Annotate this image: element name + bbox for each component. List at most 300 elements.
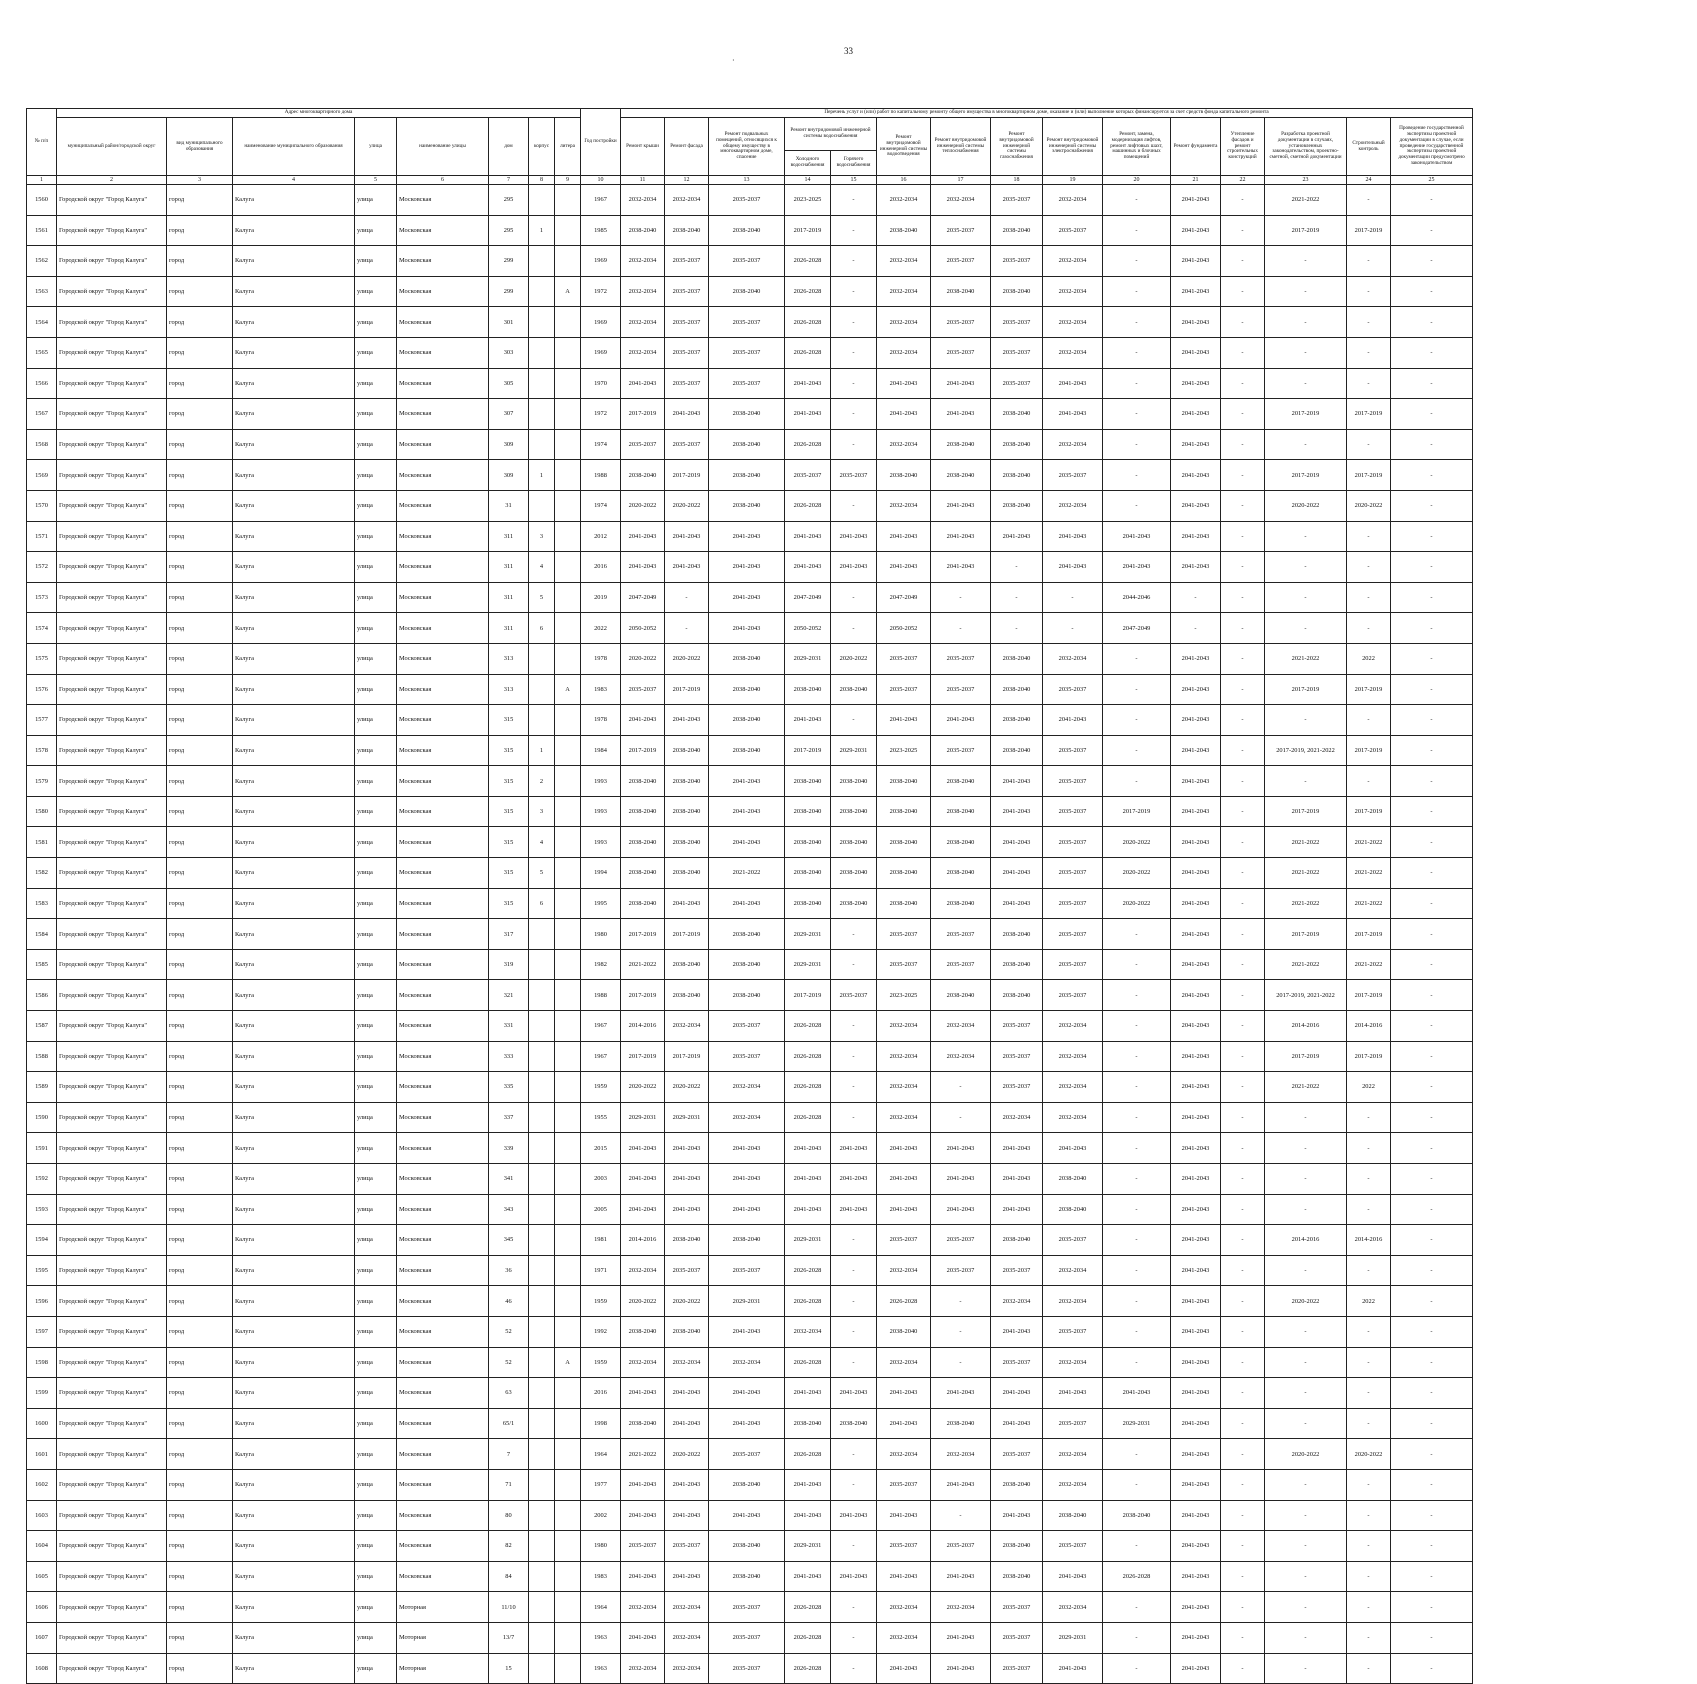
table-cell: Городской округ "Город Калуга" [57,1378,167,1409]
table-cell: - [1221,1439,1265,1470]
table-cell: 1594 [27,1225,57,1256]
table-cell: 2041-2043 [1171,1041,1221,1072]
table-cell: - [1265,1408,1347,1439]
header-num: № п/п [27,109,57,176]
table-cell: Городской округ "Город Калуга" [57,1286,167,1317]
table-cell [555,582,581,613]
table-cell: 2021-2022 [1265,185,1347,216]
table-cell: Московская [397,705,489,736]
header-works: Перечень услуг и (или) работ по капитальному ремонту общего имущества в многоквартирном доме, оказание и (или) выполнение которых финансируется за счет средств фонда капитального ремонта [621,109,1473,118]
table-cell [555,1286,581,1317]
table-cell: 2041-2043 [1171,429,1221,460]
table-cell: улица [355,919,397,950]
table-cell: 2038-2040 [991,490,1043,521]
table-cell: улица [355,1011,397,1042]
table-cell: 1985 [581,215,621,246]
table-cell: 1606 [27,1592,57,1623]
table-cell: город [167,490,233,521]
table-cell: - [1391,1500,1473,1531]
table-cell: 1591 [27,1133,57,1164]
table-cell: 2050-2052 [621,613,665,644]
table-cell: 2038-2040 [621,827,665,858]
table-cell: 71 [489,1469,529,1500]
table-cell: - [1221,276,1265,307]
table-cell: Городской округ "Город Калуга" [57,1653,167,1684]
table-row [27,796,1473,827]
table-cell [555,735,581,766]
table-cell: улица [355,1072,397,1103]
table-cell: 2035-2037 [991,1653,1043,1684]
table-cell: 2041-2043 [931,1378,991,1409]
header-street: улица [355,118,397,176]
table-cell: Московская [397,215,489,246]
table-row [27,1286,1473,1317]
table-cell: 2041-2043 [1171,399,1221,430]
table-cell [529,490,555,521]
table-cell: улица [355,1622,397,1653]
table-cell: Московская [397,1347,489,1378]
table-cell: - [1103,705,1171,736]
table-cell: 2032-2034 [877,429,931,460]
table-cell: 2038-2040 [621,1408,665,1439]
table-cell: город [167,1255,233,1286]
table-cell: - [1103,1194,1171,1225]
header-letter: литера [555,118,581,176]
table-cell: улица [355,1592,397,1623]
table-cell: - [1103,1011,1171,1042]
table-cell: город [167,1316,233,1347]
table-cell: Калуга [233,1164,355,1195]
table-cell: Московская [397,1011,489,1042]
table-cell: улица [355,1255,397,1286]
table-row [27,215,1473,246]
header-house: дом [489,118,529,176]
table-cell: - [1103,1316,1171,1347]
table-cell: - [1347,429,1391,460]
table-cell: 1568 [27,429,57,460]
table-cell: Калуга [233,490,355,521]
table-cell: 2038-2040 [931,276,991,307]
table-cell: город [167,215,233,246]
table-cell: - [831,582,877,613]
table-row [27,521,1473,552]
table-cell: 2032-2034 [1043,1255,1103,1286]
table-cell: 2035-2037 [665,246,709,277]
table-cell: - [1221,1592,1265,1623]
table-cell: Городской округ "Город Калуга" [57,1072,167,1103]
table-cell: - [831,1286,877,1317]
table-cell: 2026-2028 [785,276,831,307]
table-cell: 2035-2037 [709,1439,785,1470]
table-cell: 3 [529,796,555,827]
table-cell: - [1103,1133,1171,1164]
table-cell: Московская [397,1286,489,1317]
table-cell: 1955 [581,1102,621,1133]
table-cell: 2032-2034 [877,185,931,216]
table-cell: 2022 [1347,643,1391,674]
table-cell: 301 [489,307,529,338]
table-cell: 1994 [581,858,621,889]
table-cell: 2041-2043 [931,399,991,430]
page-number: 33 [844,46,853,56]
table-cell: улица [355,1164,397,1195]
table-cell: - [1103,276,1171,307]
table-cell: 2038-2040 [931,1408,991,1439]
table-cell: - [1347,705,1391,736]
table-cell: улица [355,1531,397,1562]
table-cell: Московская [397,276,489,307]
table-cell: 2041-2043 [877,368,931,399]
table-cell: - [1221,1194,1265,1225]
header-sewer: Ремонт внутридомовой инженерной системы водоотведения [877,118,931,176]
table-cell: Городской округ "Город Калуга" [57,399,167,430]
table-cell: - [1391,429,1473,460]
table-cell: 2041-2043 [785,1561,831,1592]
table-cell [555,1041,581,1072]
table-cell: - [931,1286,991,1317]
table-cell: 2017-2019 [1265,460,1347,491]
table-cell: 2038-2040 [831,858,877,889]
table-cell: Московская [397,796,489,827]
table-cell: 1602 [27,1469,57,1500]
table-cell: 2041-2043 [931,368,991,399]
table-cell: 1988 [581,460,621,491]
table-cell: - [1103,1225,1171,1256]
table-row [27,643,1473,674]
table-cell: - [1221,1316,1265,1347]
table-cell: 2041-2043 [1171,276,1221,307]
table-cell: - [1103,1072,1171,1103]
table-cell: 2035-2037 [991,1255,1043,1286]
table-cell: Московская [397,1531,489,1562]
table-cell: 2021-2022 [1265,643,1347,674]
column-number: 1 [27,176,57,185]
table-cell: 2041-2043 [931,552,991,583]
table-cell: - [1391,980,1473,1011]
table-cell: Московская [397,919,489,950]
table-cell: 2041-2043 [665,1164,709,1195]
table-cell: 2035-2037 [991,1622,1043,1653]
table-cell: 2017-2019 [1347,796,1391,827]
table-cell: 2041-2043 [831,1500,877,1531]
table-cell: 1993 [581,766,621,797]
table-cell [529,1469,555,1500]
table-cell: - [1391,552,1473,583]
table-cell: 2038-2040 [785,1408,831,1439]
table-row [27,1133,1473,1164]
table-row [27,1592,1473,1623]
table-cell: - [1265,307,1347,338]
table-cell: 2029-2031 [785,949,831,980]
table-cell: 2041-2043 [665,1378,709,1409]
table-cell: 2032-2034 [785,1316,831,1347]
table-cell: 2041-2043 [621,705,665,736]
table-cell: 2041-2043 [931,521,991,552]
table-cell: 2017-2019 [1347,919,1391,950]
table-cell: 2041-2043 [665,1133,709,1164]
table-cell [529,1286,555,1317]
table-cell: 2041-2043 [665,1469,709,1500]
table-cell: Городской округ "Город Калуга" [57,337,167,368]
table-cell: - [1221,1041,1265,1072]
table-cell: - [1265,1592,1347,1623]
table-cell: улица [355,1194,397,1225]
column-number: 8 [529,176,555,185]
table-cell [529,1592,555,1623]
table-cell: 1566 [27,368,57,399]
table-cell: Калуга [233,705,355,736]
table-cell: 2020-2022 [621,1072,665,1103]
table-cell: 339 [489,1133,529,1164]
table-cell: - [1391,1561,1473,1592]
table-cell: город [167,399,233,430]
table-cell: - [1265,1469,1347,1500]
table-cell: 2041-2043 [665,1194,709,1225]
table-cell: 2035-2037 [931,1531,991,1562]
table-cell: улица [355,827,397,858]
table-cell: 65/1 [489,1408,529,1439]
table-cell: 1969 [581,337,621,368]
table-cell: 1969 [581,307,621,338]
table-cell: 2041-2043 [1103,521,1171,552]
table-cell: 2038-2040 [991,1531,1043,1562]
table-cell: 2041-2043 [1171,1653,1221,1684]
table-cell: 2041-2043 [785,521,831,552]
table-cell: 2032-2034 [621,185,665,216]
table-cell [555,1133,581,1164]
table-cell: Московская [397,1561,489,1592]
table-cell: - [1391,490,1473,521]
table-cell: 2032-2034 [1043,1102,1103,1133]
table-cell: - [1221,949,1265,980]
table-cell: 2041-2043 [991,1408,1043,1439]
table-cell: 2032-2034 [877,1439,931,1470]
table-cell: 311 [489,552,529,583]
table-cell: 2041-2043 [831,1194,877,1225]
table-cell: - [931,1316,991,1347]
table-cell: 2041-2043 [709,582,785,613]
header-expertise: Проведение государственной экспертизы проектной документации в случае, если проведение государственной экспертизы проектной документации предусмотрено законодательством [1391,118,1473,176]
table-cell: 2041-2043 [1171,552,1221,583]
table-cell: Калуга [233,1194,355,1225]
table-cell: Московская [397,827,489,858]
table-cell: 6 [529,613,555,644]
table-cell: город [167,1133,233,1164]
table-cell: - [1221,1072,1265,1103]
table-cell: - [1221,796,1265,827]
table-cell: 2017-2019 [621,399,665,430]
table-cell: Московская [397,1225,489,1256]
table-cell: 313 [489,674,529,705]
table-cell: 2041-2043 [991,796,1043,827]
header-facade: Ремонт фасада [665,118,709,176]
table-cell: - [1221,1622,1265,1653]
table-cell: 2041-2043 [709,521,785,552]
table-cell: - [1103,1255,1171,1286]
table-cell: 5 [529,858,555,889]
table-cell: 2041-2043 [709,766,785,797]
table-cell: Калуга [233,307,355,338]
table-cell: 2038-2040 [991,643,1043,674]
table-cell: Московская [397,1316,489,1347]
table-cell: 2041-2043 [1043,705,1103,736]
table-cell: Калуга [233,858,355,889]
column-number: 18 [991,176,1043,185]
table-cell: улица [355,1102,397,1133]
table-cell: город [167,1408,233,1439]
table-cell: 2026-2028 [785,1347,831,1378]
table-cell: Моторная [397,1653,489,1684]
table-cell: 2047-2049 [785,582,831,613]
table-cell: - [1103,1286,1171,1317]
table-cell: - [1103,643,1171,674]
table-cell [555,429,581,460]
table-cell: - [1265,613,1347,644]
table-cell: 2035-2037 [831,980,877,1011]
table-row [27,1408,1473,1439]
table-cell: 2020-2022 [665,1286,709,1317]
table-cell: 2035-2037 [1043,888,1103,919]
table-cell: улица [355,552,397,583]
table-cell: Калуга [233,1561,355,1592]
table-cell: 345 [489,1225,529,1256]
table-cell: - [1103,1164,1171,1195]
table-cell: 2017-2019 [621,735,665,766]
table-cell: 2021-2022 [1347,858,1391,889]
table-cell: город [167,643,233,674]
table-cell: - [665,613,709,644]
table-cell: 2041-2043 [1171,1469,1221,1500]
table-cell: - [931,1072,991,1103]
table-cell: 2041-2043 [1171,735,1221,766]
table-cell: - [1221,521,1265,552]
table-cell: 2020-2022 [1103,858,1171,889]
table-cell: 2038-2040 [831,674,877,705]
table-cell: 2035-2037 [665,337,709,368]
table-cell: 2035-2037 [621,429,665,460]
table-cell: 1570 [27,490,57,521]
table-cell: 2041-2043 [621,1500,665,1531]
table-cell: 2026-2028 [785,1286,831,1317]
table-cell: 2035-2037 [1043,735,1103,766]
table-cell: Калуга [233,1286,355,1317]
table-cell: 1974 [581,429,621,460]
table-cell: 2038-2040 [709,276,785,307]
table-cell: 299 [489,246,529,277]
table-cell: - [831,307,877,338]
table-cell: 2035-2037 [931,337,991,368]
table-cell: город [167,337,233,368]
table-cell: 315 [489,735,529,766]
table-cell: - [1347,185,1391,216]
table-cell: 2026-2028 [785,1653,831,1684]
table-cell [555,1164,581,1195]
table-cell [529,246,555,277]
table-cell: 1980 [581,1531,621,1562]
table-cell: - [831,429,877,460]
table-cell: - [1391,1653,1473,1684]
table-cell: 1597 [27,1316,57,1347]
column-number: 20 [1103,176,1171,185]
table-cell: - [1265,1500,1347,1531]
table-cell: 1581 [27,827,57,858]
table-cell: улица [355,399,397,430]
table-cell [529,429,555,460]
table-cell: - [1265,1316,1347,1347]
table-cell: 2041-2043 [931,1561,991,1592]
header-street-name: наименование улицы [397,118,489,176]
table-cell: Калуга [233,1653,355,1684]
table-cell: 1580 [27,796,57,827]
table-cell [555,307,581,338]
table-cell: 2021-2022 [1347,827,1391,858]
table-cell: 2038-2040 [991,460,1043,491]
table-cell: 1984 [581,735,621,766]
table-cell: 2041-2043 [877,552,931,583]
table-cell: 1993 [581,827,621,858]
table-cell [555,705,581,736]
table-cell: 2032-2034 [877,1011,931,1042]
table-cell: Московская [397,337,489,368]
table-cell: Калуга [233,1500,355,1531]
table-cell: - [1221,246,1265,277]
table-cell: 2021-2022 [1347,949,1391,980]
table-cell: 2035-2037 [931,919,991,950]
table-cell: 2041-2043 [877,1408,931,1439]
table-cell: - [1391,949,1473,980]
table-cell: 52 [489,1347,529,1378]
table-cell: 2032-2034 [1043,185,1103,216]
table-cell: 82 [489,1531,529,1562]
table-cell: - [1221,215,1265,246]
table-cell: 2035-2037 [991,185,1043,216]
table-cell: Московская [397,1041,489,1072]
table-cell: - [1391,460,1473,491]
table-cell: - [831,1011,877,1042]
table-cell: - [1391,1072,1473,1103]
table-cell: - [1347,1378,1391,1409]
table-row [27,888,1473,919]
table-cell: - [1391,613,1473,644]
table-cell: Городской округ "Город Калуга" [57,949,167,980]
column-number: 17 [931,176,991,185]
table-cell: 2035-2037 [709,1011,785,1042]
table-cell: улица [355,858,397,889]
table-cell: 2035-2037 [709,1041,785,1072]
table-cell: 2038-2040 [991,399,1043,430]
table-cell: 2014-2016 [1265,1011,1347,1042]
table-cell: 315 [489,858,529,889]
table-cell: 2038-2040 [931,858,991,889]
table-cell: - [1391,1102,1473,1133]
table-cell: 2041-2043 [665,888,709,919]
table-cell: - [1391,582,1473,613]
table-cell: - [831,185,877,216]
table-cell: город [167,1378,233,1409]
table-cell: 2019 [581,582,621,613]
header-address: Адрес многоквартирного дома [57,109,581,118]
table-cell: 2038-2040 [709,705,785,736]
table-cell: Московская [397,521,489,552]
table-cell: 1978 [581,705,621,736]
table-cell: 2035-2037 [1043,949,1103,980]
table-cell: 2038-2040 [709,1531,785,1562]
table-cell: 2038-2040 [665,766,709,797]
table-cell: 2021-2022 [1265,949,1347,980]
table-cell: Городской округ "Город Калуга" [57,185,167,216]
table-cell: 2017-2019 [785,735,831,766]
table-cell: - [831,1255,877,1286]
